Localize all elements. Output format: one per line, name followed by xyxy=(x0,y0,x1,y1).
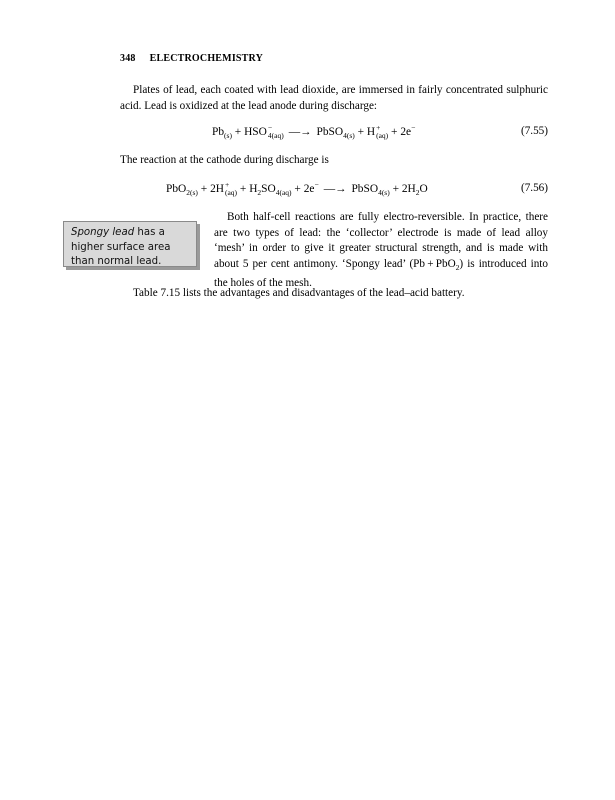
margin-note-box xyxy=(63,221,197,267)
eq-plus: + xyxy=(231,125,245,138)
paragraph-text: Both half-cell reactions are fully electro-reversible. In practice, there are two types of lead: the ‘collector’ electrode is made of lead alloy ‘mesh’ in order to give it greater structural strength, and is made with about 5 per cent antimony. ‘Spongy lead’ (Pb + PbO xyxy=(214,211,548,270)
eq-term: 2H xyxy=(210,182,224,195)
eq-term: 2e xyxy=(303,182,315,195)
equation-7-56 xyxy=(166,180,428,197)
eq-term: PbSO xyxy=(316,125,344,138)
margin-note-emphasis: Spongy lead xyxy=(71,227,135,238)
eq-sup: + xyxy=(224,180,230,190)
eq-plus: + xyxy=(389,182,402,195)
eq-stack xyxy=(376,124,388,140)
equation-number-7-55: (7.55) xyxy=(520,125,548,137)
eq-term: H xyxy=(366,125,376,138)
eq-sub: 4(aq) xyxy=(275,188,292,198)
eq-plus: + xyxy=(291,182,304,195)
eq-plus: + xyxy=(388,125,401,138)
eq-term: SO xyxy=(261,182,276,195)
eq-sup: − xyxy=(314,180,319,189)
paragraph-half-cell xyxy=(214,210,548,291)
eq-sub: (aq) xyxy=(224,188,238,198)
eq-sub: 2 xyxy=(257,188,262,198)
eq-plus: + xyxy=(197,182,211,195)
eq-sub: (aq) xyxy=(376,131,389,141)
eq-term: H xyxy=(249,182,258,195)
paragraph-cathode: The reaction at the cathode during discharge is xyxy=(120,154,329,166)
eq-sup: − xyxy=(411,123,416,132)
eq-sub: 4(s) xyxy=(343,131,355,141)
eq-term: 2e xyxy=(400,125,412,138)
eq-sub: 4(s) xyxy=(378,188,390,198)
page-number: 348 xyxy=(120,53,136,64)
margin-note-text: than normal lead. xyxy=(71,256,162,267)
margin-note-text: higher surface area xyxy=(71,241,171,253)
margin-note-text: has a xyxy=(134,227,165,238)
paragraph-intro: Plates of lead, each coated with lead dioxide, are immersed in fairly concentrated sulphuric acid. Lead is oxidized at the lead anode during discharge: xyxy=(120,84,548,112)
paragraph-sub: 2 xyxy=(455,263,460,273)
running-title: ELECTROCHEMISTRY xyxy=(149,53,264,64)
running-header xyxy=(120,53,263,64)
paragraph-text: ) is introduced into the holes of the mesh. xyxy=(214,257,548,289)
eq-stack xyxy=(268,124,284,140)
eq-sub: 2(s) xyxy=(186,188,198,198)
eq-term: O xyxy=(419,182,428,195)
eq-term: 2H xyxy=(401,182,416,195)
eq-sub: 2 xyxy=(415,188,420,198)
eq-term: PbO xyxy=(166,182,187,195)
equation-7-55 xyxy=(212,123,415,140)
reaction-arrow: —→ xyxy=(323,182,347,195)
eq-stack xyxy=(225,181,237,197)
eq-sub: (s) xyxy=(224,131,232,141)
eq-term: PbSO xyxy=(351,182,379,195)
eq-sup: + xyxy=(376,123,381,133)
eq-sup: − xyxy=(267,123,273,133)
eq-sub: 4(aq) xyxy=(267,131,284,141)
paragraph-table-ref: Table 7.15 lists the advantages and disadvantages of the lead–acid battery. xyxy=(133,287,465,299)
equation-number-7-56: (7.56) xyxy=(520,182,548,194)
eq-term: Pb xyxy=(212,125,225,138)
eq-term: HSO xyxy=(244,125,267,138)
eq-plus: + xyxy=(237,182,250,195)
reaction-arrow: —→ xyxy=(288,125,312,138)
eq-plus: + xyxy=(354,125,367,138)
